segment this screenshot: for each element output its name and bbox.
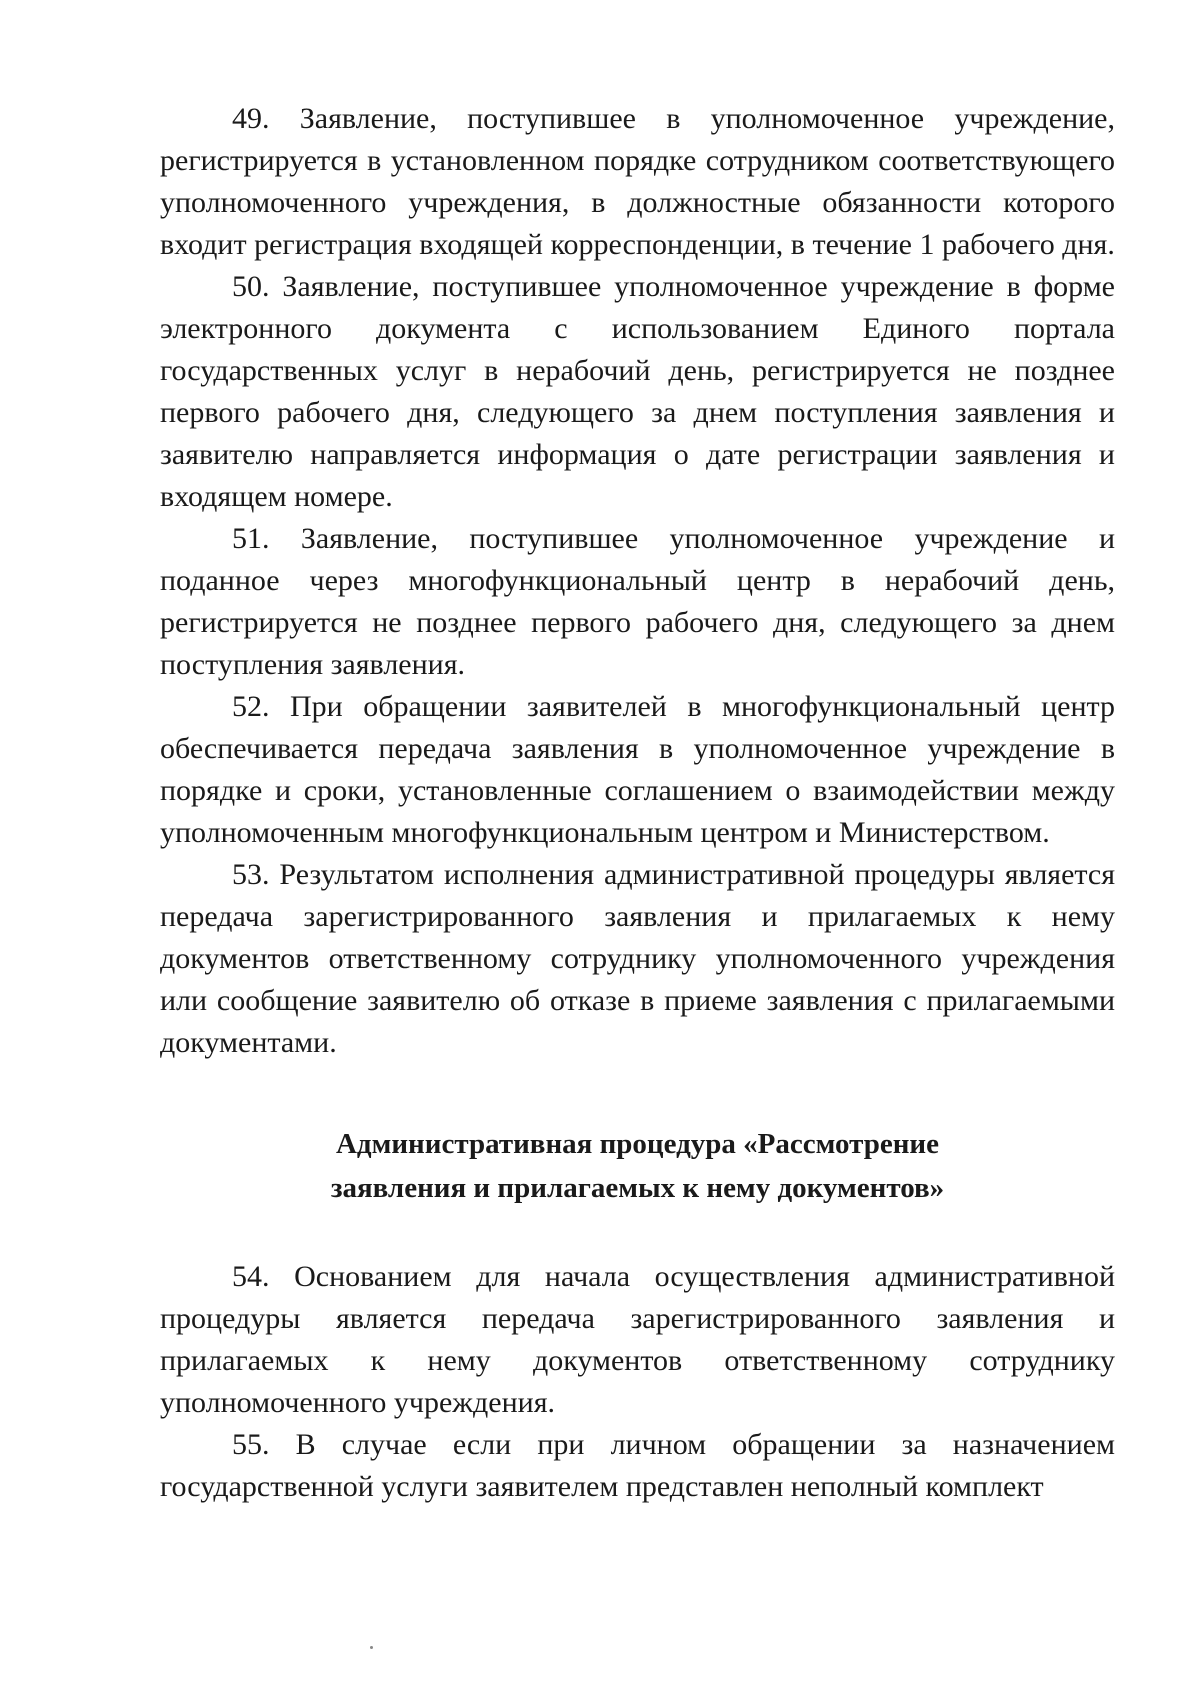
paragraph-55: 55. В случае если при личном обращении за назначением государственной услуги заявителем представлен неполный комплект: [160, 1428, 1115, 1503]
paragraph-54: 54. Основанием для начала осуществления административной процедуры является передача зарегистрированного заявления и прилагаемых к нему документов ответственному сотруднику уполномоченного учреждения.: [160, 1260, 1115, 1419]
paragraph-50: 50. Заявление, поступившее уполномоченное учреждение в форме электронного документа с использованием Единого портала государственных услуг в нерабочий день, регистрируется не позднее первого рабочего дня, следующего за днем поступления заявления и заявителю направляется информация о дате регистрации заявления и входящем номере.: [160, 270, 1115, 513]
paragraph-53: 53. Результатом исполнения административной процедуры является передача зарегистрированного заявления и прилагаемых к нему документов ответственному сотруднику уполномоченного учреждения или сообщение заявителю об отказе в приеме заявления с прилагаемыми документами.: [160, 858, 1115, 1059]
paragraph-51: 51. Заявление, поступившее уполномоченное учреждение и поданное через многофункциональный центр в нерабочий день, регистрируется не позднее первого рабочего дня, следующего за днем поступления заявления.: [160, 522, 1115, 681]
document-body: [160, 98, 1115, 1508]
section-heading-line-1: Административная процедура «Рассмотрение: [335, 1128, 940, 1160]
section-heading-line-2: заявления и прилагаемых к нему документов»: [330, 1172, 945, 1204]
section-heading: [160, 1122, 1115, 1210]
scan-speck: [370, 1646, 373, 1649]
paragraph-52: 52. При обращении заявителей в многофункциональный центр обеспечивается передача заявления в уполномоченное учреждение в порядке и сроки, установленные соглашением о взаимодействии между уполномоченным многофункциональным центром и Министерством.: [160, 690, 1115, 849]
paragraph-49: 49. Заявление, поступившее в уполномоченное учреждение, регистрируется в установленном порядке сотрудником соответствующего уполномоченного учреждения, в должностные обязанности которого входит регистрация входящей корреспонденции, в течение 1 рабочего дня.: [160, 102, 1115, 261]
